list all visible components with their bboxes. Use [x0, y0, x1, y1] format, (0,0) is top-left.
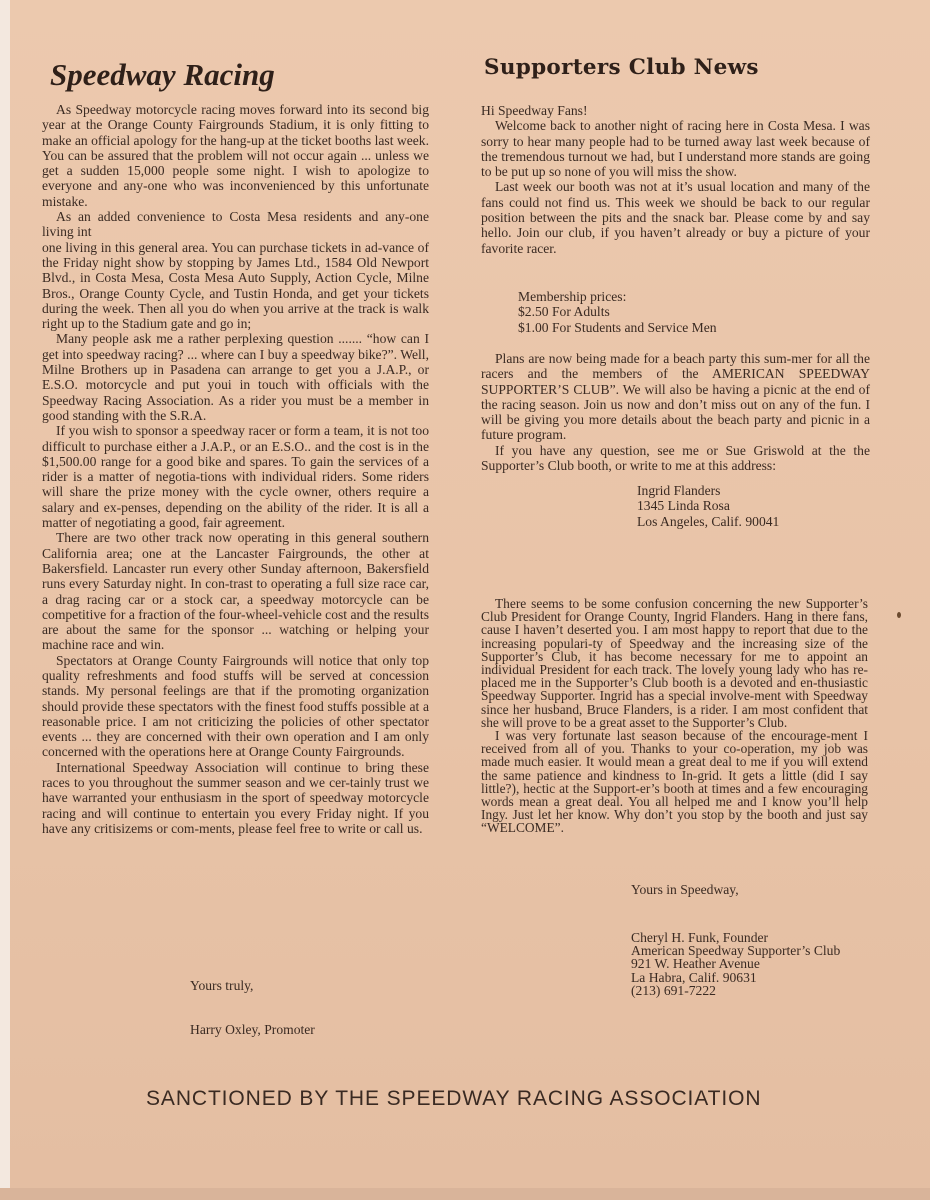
article-paragraph: There seems to be some confusion concerning the new Supporter’s Club President for Orange County, Ingrid Flanders. Hang in there fans, cause I haven’t deserted you. I am most happy to report that due to the increasing populari-ty of Speedway and the increasing size of the Supporter’s Club, it has become necessary for me to appoint an individual President for each track. The lovely young lady who has re-placed me in the Supporter’s Club booth is a devoted and en-thusiastic Speedway Supporter. Ingrid has a special involve-ment with Speedway since her husband, Bruce Flanders, is a rider. I am most confident that she will prove to be a great asset to the Supporter’s Club.	[481, 596, 868, 730]
article-paragraph: If you have any question, see me or Sue Griswold at the the Supporter’s Club booth, or write to me at this address:	[481, 442, 870, 474]
speedway-racing-article	[42, 102, 429, 836]
speedway-racing-heading: Speedway Racing	[50, 57, 275, 92]
article-paragraph: one living in this general area. You can purchase tickets in ad-vance of the Friday night show by stopping by James Ltd., 1584 Old Newport Blvd., in Costa Mesa, Costa Mesa Auto Supply, Action Cycle, Milne Bros., Orange County Cycle, and Tustin Honda, and get your tickets during the week. Then all you do when you arrive at the track is walk right up to the Stadium gate and go in;	[42, 239, 429, 332]
founder-phone: (213) 691-7222	[631, 982, 716, 998]
article-paragraph: Many people ask me a rather perplexing question ....... “how can I get into speedway racing? ... where can I buy a speedway bike?”. Well, Milne Brothers up in Pasadena can arrange to get you a J.A.P., or E.S.O. motorcycle and put youi in touch with officials with the Speedway Racing Association. As a rider you must be a member in good standing with the S.R.A.	[42, 331, 429, 423]
right-closing: Yours in Speedway,	[631, 882, 739, 897]
founder-signature-block	[631, 931, 840, 997]
greeting: Hi Speedway Fans!	[481, 103, 588, 118]
membership-prices	[518, 289, 717, 335]
article-paragraph: If you wish to sponsor a speedway racer or form a team, it is not too difficult to purchase either a J.A.P., or an E.S.O.. and the cost is in the $1,500.00 range for a good bike and spares. To gain the services of a rider is a matter of negotia-tions with individual riders. Some riders will share the prize money with the cycle owner, others require a salary and ex-penses, depending on the ability of the rider. It is all a matter of negotiating a good, fair agreement.	[42, 423, 429, 531]
article-paragraph: As an added convenience to Costa Mesa residents and any-one living int	[42, 209, 429, 240]
article-paragraph: International Speedway Association will continue to bring these races to you throughout the summer season and we cer-tainly trust we have warranted your enthusiasm in the sport of speedway motorcycle racing and will continue to entertain you every Friday night. If you have any critisizems or com-ments, please feel free to write or call us.	[42, 759, 429, 836]
left-closing: Yours truly,	[190, 978, 254, 993]
supporters-club-heading: Supporters Club News	[484, 55, 759, 80]
article-paragraph: I was very fortunate last season because of the encourage-ment I received from all of you. Thanks to your co-operation, my job was made much easier. It would mean a great deal to me if you will extend the same patience and kindness to In-grid. It gets a little (did I say little?), hectic at the Support-er’s booth at times and a few encouraging words mean a great deal. You all helped me and I know you’ll help Ingy. Just let her know. Why don’t you stop by the booth and just say “WELCOME”.	[481, 728, 868, 836]
sanction-footer: SANCTIONED BY THE SPEEDWAY RACING ASSOCIATION	[146, 1087, 762, 1110]
article-paragraph: Spectators at Orange County Fairgrounds will notice that only top quality refreshments and food stuffs will be served at concession stands. My personal feelings are that if the promoting organization should provide these spectators with the finest food stuffs possible at a reasonable price. I am not criticizing the policies of other spectator events ... they are concerned with their own operation and I am only concerned with the operations here at Orange County Fairgrounds.	[42, 652, 429, 760]
founder-city: La Habra, Calif. 90631	[631, 969, 757, 985]
founder-street: 921 W. Heather Avenue	[631, 956, 760, 972]
promoter-signature: Harry Oxley, Promoter	[190, 1022, 315, 1037]
article-paragraph: Plans are now being made for a beach party this sum-mer for all the racers and the members of the AMERICAN SPEEDWAY SUPPORTER’S CLUB”. We will also be having a picnic at the end of the racing season. Join us now and don’t miss out on any of the fun. I will be giving you more details about the beach party and picnic in a future program.	[481, 351, 870, 443]
address-name: Ingrid Flanders	[637, 483, 721, 498]
supporters-club-intro	[481, 103, 870, 256]
ink-speck	[897, 612, 901, 618]
founder-org: American Speedway Supporter’s Club	[631, 943, 841, 959]
membership-students: $1.00 For Students and Service Men	[518, 319, 717, 335]
article-paragraph: There are two other track now operating in this general southern California area; one at the Lancaster Fairgrounds, the other at Bakersfield. Lancaster run every other Sunday afternoon, Bakersfield runs every Saturday night. In con-trast to operating a full size race car, a drag racing car or a stock car, a speedway motorcycle can be competitive for a fraction of the four-wheel-vehicle cost and the results are about the same for the sponsor ... watching or helping your machine race and win.	[42, 530, 429, 653]
mailing-address	[637, 483, 779, 529]
president-announcement	[481, 597, 868, 835]
address-city: Los Angeles, Calif. 90041	[637, 513, 780, 529]
membership-adults: $2.50 For Adults	[518, 304, 610, 320]
beach-party-section	[481, 351, 870, 473]
article-paragraph: Last week our booth was not at it’s usual location and many of the fans could not find us. This week we should be back to our regular position between the pits and the snack bar. Please come by and say hello. Join our club, if you haven’t already or buy a picture of your favorite racer.	[481, 179, 870, 256]
article-paragraph: Welcome back to another night of racing here in Costa Mesa. I was sorry to hear many people had to be turned away last week because of the tremendous turnout we had, but I understand more stands are going to be put up so none of you will miss the show.	[481, 118, 870, 180]
founder-name: Cheryl H. Funk, Founder	[631, 930, 769, 945]
address-street: 1345 Linda Rosa	[637, 498, 730, 514]
article-paragraph: As Speedway motorcycle racing moves forward into its second big year at the Orange County Fairgrounds Stadium, it is only fitting to make an official apology for the hang-up at the ticket booths last week. You can be assured that the problem will not occur again ... unless we get a sudden 15,000 people some night. I wish to apologize to everyone and any-one who was inconvenienced by this unfortunate mistake.	[42, 102, 429, 209]
paper-edge	[0, 0, 10, 1200]
membership-title: Membership prices:	[518, 289, 627, 304]
paper-bottom-edge	[0, 1188, 930, 1200]
